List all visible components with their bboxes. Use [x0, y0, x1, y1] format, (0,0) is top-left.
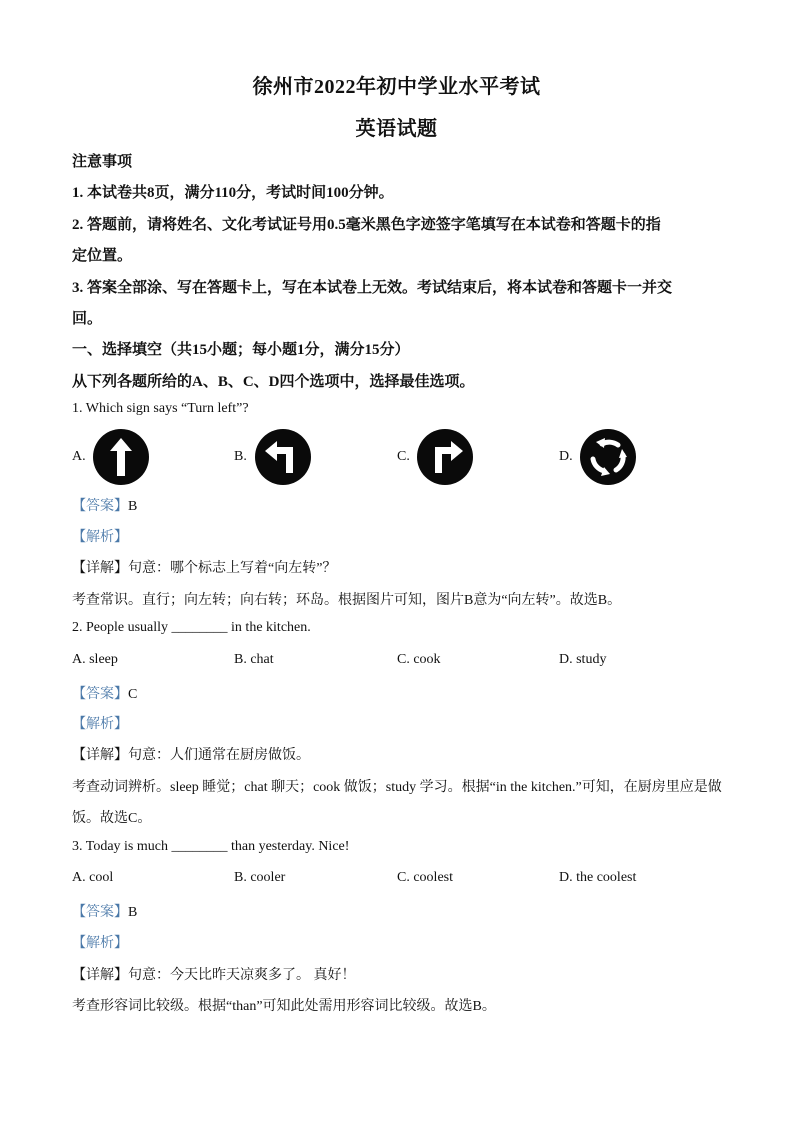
notice-heading: 注意事项 [72, 154, 133, 170]
option: A. cool [72, 870, 114, 885]
straight-arrow-icon [93, 429, 149, 485]
exam-subtitle: 英语试题 [355, 118, 438, 140]
detail-text: 【详解】句意：人们通常在厨房做饭。 [72, 748, 310, 763]
answer-label: 【答案】 [72, 687, 128, 702]
notice-item: 1. 本试卷共8页，满分110分，考试时间100分钟。 [72, 185, 394, 201]
answer-line [72, 495, 137, 515]
analysis-label: 【解析】 [72, 936, 128, 951]
question-stem: 2. People usually ________ in the kitchen. [72, 620, 311, 635]
roundabout-icon [580, 429, 636, 485]
section-instruction: 从下列各题所给的A、B、C、D四个选项中，选择最佳选项。 [72, 374, 475, 390]
option: D. study [559, 652, 607, 667]
section-heading: 一、选择填空（共15小题；每小题1分，满分15分） [72, 342, 410, 358]
explanation-text: 饭。故选C。 [72, 811, 152, 826]
analysis-label: 【解析】 [72, 717, 128, 732]
notice-item: 2. 答题前，请将姓名、文化考试证号用0.5毫米黑色字迹签字笔填写在本试卷和答题卡的指 [72, 217, 661, 233]
option-letter: B. [234, 449, 247, 464]
option-letter: D. [559, 449, 573, 464]
option: B. cooler [234, 870, 286, 885]
notice-item: 3. 答案全部涂、写在答题卡上，写在本试卷上无效。考试结束后，将本试卷和答题卡一并交 [72, 280, 673, 296]
turn-left-arrow-icon [255, 429, 311, 485]
explanation-text: 考查形容词比较级。根据“than”可知此处需用形容词比较级。故选B。 [72, 999, 496, 1014]
analysis-label: 【解析】 [72, 530, 128, 545]
notice-item: 定位置。 [72, 248, 133, 264]
detail-text: 【详解】句意：哪个标志上写着“向左转”？ [72, 561, 337, 576]
notice-item: 回。 [72, 311, 103, 327]
answer-value: B [128, 905, 138, 920]
option: B. chat [234, 652, 274, 667]
exam-title: 徐州市2022年初中学业水平考试 [252, 76, 541, 98]
turn-right-arrow-icon [417, 429, 473, 485]
answer-label: 【答案】 [72, 905, 128, 920]
answer-label: 【答案】 [72, 499, 128, 514]
answer-line [72, 901, 137, 921]
detail-text: 【详解】句意：今天比昨天凉爽多了。 真好！ [72, 968, 356, 983]
option-letter: A. [72, 449, 86, 464]
option: C. coolest [397, 870, 453, 885]
explanation-text: 考查动词辨析。sleep 睡觉；chat 聊天；cook 做饭；study 学习。根据“in the kitchen.”可知，在厨房里应是做 [72, 780, 722, 795]
answer-value: B [128, 499, 138, 514]
question-stem: 3. Today is much ________ than yesterday. Nice! [72, 839, 350, 854]
option: D. the coolest [559, 870, 637, 885]
answer-line [72, 683, 137, 703]
option-letter: C. [397, 449, 410, 464]
option: C. cook [397, 652, 441, 667]
question-stem: 1. Which sign says “Turn left”? [72, 401, 249, 416]
option: A. sleep [72, 652, 118, 667]
explanation-text: 考查常识。直行；向左转；向右转；环岛。根据图片可知，图片B意为“向左转”。故选B。 [72, 593, 622, 608]
answer-value: C [128, 687, 138, 702]
